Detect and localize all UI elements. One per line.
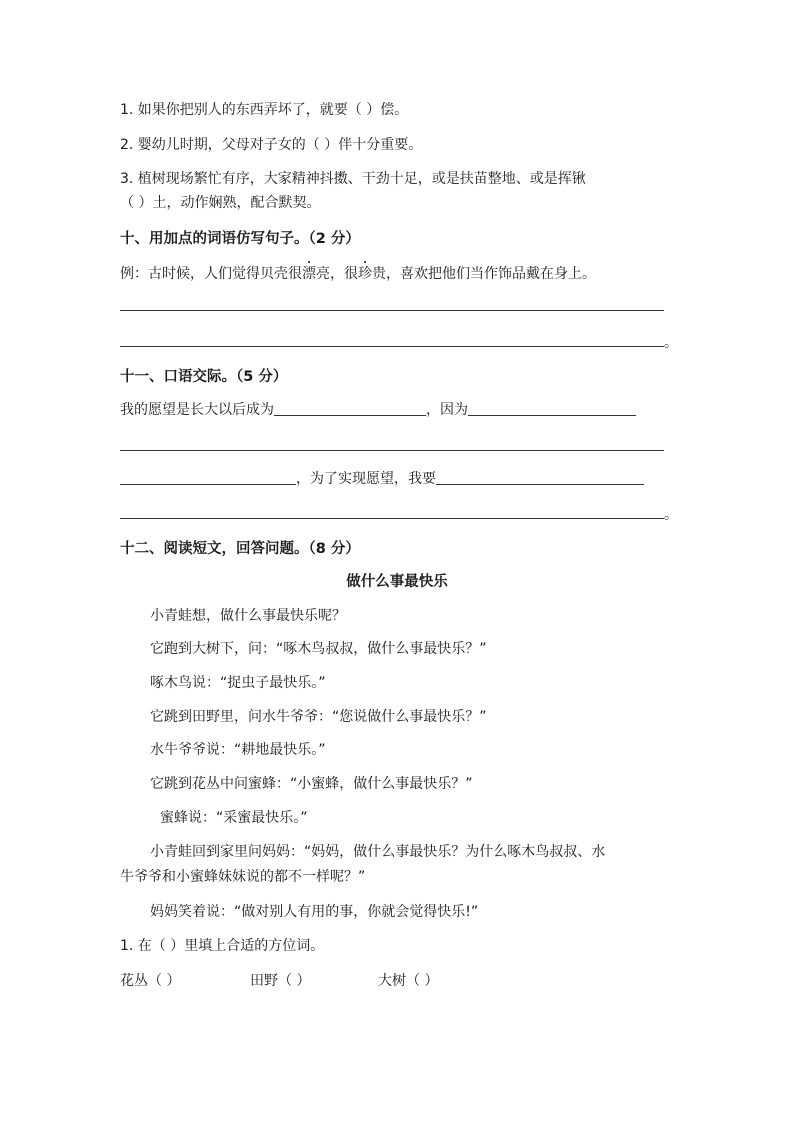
wish-text-a: 我的愿望是长大以后成为 (120, 402, 274, 418)
emphasis-char-1: 漂 (302, 264, 316, 284)
wish-sentence (120, 400, 636, 420)
answer-item-huacong: 花丛（ ） (120, 973, 181, 989)
answer-item-tianye: 田野（ ） (250, 973, 311, 989)
answer-item-dashu: 大树（ ） (378, 973, 439, 989)
story-paragraph: 啄木鸟说：“捉虫子最快乐。” (150, 675, 326, 691)
plan-sentence (120, 469, 644, 489)
story-paragraph: 妈妈笑着说：“做对别人有用的事，你就会觉得快乐!” (150, 904, 479, 920)
emphasis-dot (364, 261, 366, 263)
story-paragraph: 水牛爷爷说：“耕地最快乐。” (150, 742, 326, 758)
question-9-3-line2: （ ）土，动作娴熟，配合默契。 (120, 195, 321, 211)
emphasis-char-2: 珍 (358, 264, 372, 284)
answer-line[interactable] (120, 310, 664, 311)
story-paragraph: 蜜蜂说：“采蜜最快乐。” (160, 810, 308, 826)
plan-text: ，为了实现愿望，我要 (296, 471, 436, 487)
example-text-suffix: 贵，喜欢把他们当作饰品戴在身上。 (372, 266, 596, 282)
question-9-1: 1. 如果你把别人的东西弄坏了，就要（ ）偿。 (120, 102, 409, 118)
answer-line[interactable] (120, 450, 664, 451)
story-paragraph: 它跳到花丛中问蜜蜂：“小蜜蜂，做什么事最快乐？” (150, 776, 473, 792)
section-11-heading: 十一、口语交际。（5 分） (120, 369, 288, 385)
plan-blank[interactable] (436, 470, 644, 485)
end-period: 。 (664, 335, 678, 351)
section-10-heading: 十、用加点的词语仿写句子。（2 分） (120, 231, 360, 247)
story-title: 做什么事最快乐 (346, 574, 448, 590)
reading-question-1: 1. 在（ ）里填上合适的方位词。 (120, 938, 325, 954)
example-text-prefix: 例：古时候，人们觉得贝壳很 (120, 266, 302, 282)
story-paragraph: 小青蛙回到家里问妈妈：“妈妈，做什么事最快乐？为什么啄木鸟叔叔、水 (150, 844, 606, 860)
question-9-3-line1: 3. 植树现场繁忙有序，大家精神抖擞、干劲十足，或是扶苗整地、或是挥锹 (120, 171, 586, 187)
section-12-heading: 十二、阅读短文，回答问题。（8 分） (120, 541, 360, 557)
question-9-2: 2. 婴幼儿时期，父母对子女的（ ）伴十分重要。 (120, 137, 423, 153)
answer-line[interactable] (120, 346, 664, 347)
reason-blank-continued[interactable] (120, 470, 296, 485)
story-paragraph: 它跳到田野里，问水牛爷爷：“您说做什么事最快乐？” (150, 709, 487, 725)
wish-text-b: ，因为 (426, 402, 468, 418)
emphasis-dot (308, 261, 310, 263)
answer-line[interactable] (120, 518, 664, 519)
example-text-mid: 亮，很 (316, 266, 358, 282)
reason-blank[interactable] (468, 401, 636, 416)
wish-blank[interactable] (274, 401, 426, 416)
section-10-example (120, 264, 596, 284)
end-period: 。 (664, 507, 678, 523)
story-paragraph: 小青蛙想，做什么事最快乐呢？ (150, 608, 346, 624)
story-paragraph-continued: 牛爷爷和小蜜蜂妹妹说的都不一样呢？” (120, 869, 366, 885)
story-paragraph: 它跑到大树下，问：“啄木鸟叔叔，做什么事最快乐？” (150, 641, 487, 657)
